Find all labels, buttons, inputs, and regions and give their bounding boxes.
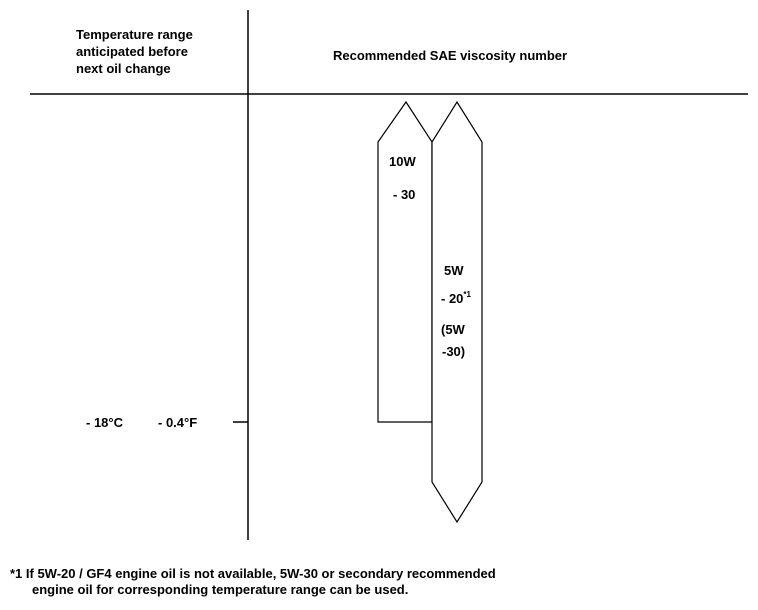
- footnote-line-2: engine oil for corresponding temperature range can be used.: [32, 582, 409, 597]
- bar-5w-20-label-line-4: -30): [442, 344, 466, 359]
- bar-5w-20-label-line-2-text: - 20: [441, 291, 464, 306]
- viscosity-header: Recommended SAE viscosity number: [333, 48, 568, 63]
- bar-10w-30-label-line-2: - 30: [393, 187, 416, 202]
- bar-10w-30-label-line-1: 10W: [389, 154, 416, 169]
- temperature-fahrenheit-label: - 0.4°F: [158, 415, 198, 430]
- bar-5w-20-label-line-1: 5W: [444, 263, 464, 278]
- footnote-marker: *1: [463, 290, 471, 299]
- bar-5w-20-label-line-2: [441, 290, 471, 306]
- bar-5w-20: [432, 102, 482, 522]
- temperature-range-header-line-3: next oil change: [76, 61, 171, 76]
- temperature-celsius-label: - 18°C: [86, 415, 123, 430]
- temperature-range-header-line-2: anticipated before: [76, 44, 188, 59]
- bar-10w-30: [378, 102, 432, 422]
- footnote-line-1: *1 If 5W-20 / GF4 engine oil is not available, 5W-30 or secondary recommended: [10, 566, 496, 581]
- temperature-range-header-line-1: Temperature range: [76, 27, 193, 42]
- footnote: [10, 566, 750, 598]
- bar-5w-20-label-line-3: (5W: [441, 322, 465, 337]
